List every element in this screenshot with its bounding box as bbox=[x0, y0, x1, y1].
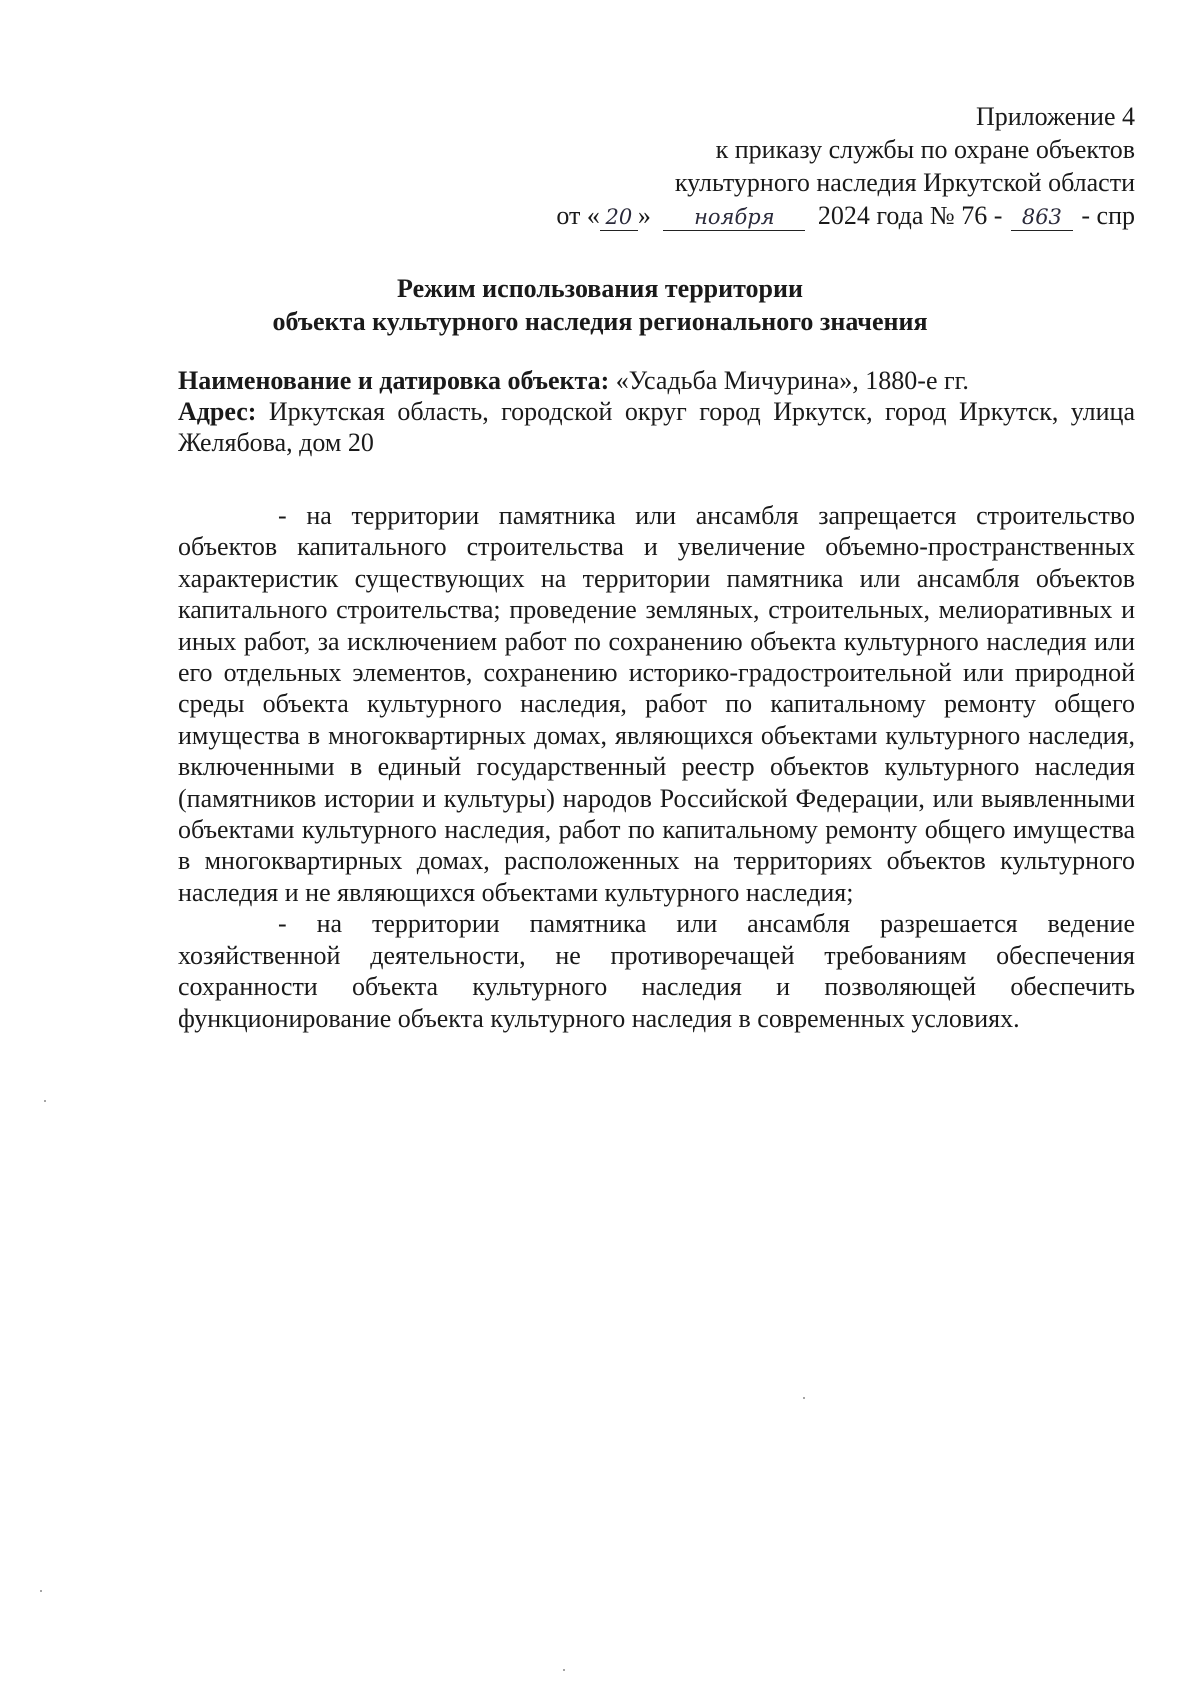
object-address-value: Иркутская область, городской округ город Иркутск, город Иркутск, улица Желябова, дом 20 bbox=[178, 397, 1136, 457]
object-address-label: Адрес: bbox=[178, 397, 257, 426]
object-name-value: «Усадьба Мичурина», 1880-е гг. bbox=[615, 366, 969, 395]
appendix-service-line: культурного наследия Иркутской области bbox=[674, 168, 1135, 197]
prohibition-paragraph: - на территории памятника или ансамбля запрещается строительство объектов капитального строительства и увеличение объемно-пространственных характеристик существующих на территории памятника или ансамбля объектов капитального строительства; проведение земляных, строительных, мелиоративных и иных работ, за исключением работ по сохранению объекта культурного наследия или его отдельных элементов, сохранению историко-градостроительной или природной среды объекта культурного наследия, работ по капитальному ремонту общего имущества в многоквартирных домах, являющихся объектами культурного наследия, включенными в единый государственный реестр объектов культурного наследия (памятников истории и культуры) народов Российской Федерации, или выявленными объектами культурного наследия, работ по капитальному ремонту общего имущества в многоквартирных домах, расположенных на территориях объектов культурного наследия и не являющихся объектами культурного наследия; bbox=[178, 501, 1135, 907]
handwritten-number: 863 bbox=[1011, 204, 1073, 231]
title-line-2: объекта культурного наследия регионального значения bbox=[272, 307, 928, 336]
object-name-label: Наименование и датировка объекта: bbox=[178, 366, 610, 395]
scan-speck bbox=[40, 1590, 42, 1592]
date-close-quote: » bbox=[637, 201, 651, 230]
scan-speck bbox=[803, 1397, 805, 1399]
appendix-header bbox=[556, 100, 1135, 232]
scan-speck bbox=[563, 1669, 565, 1671]
object-info bbox=[178, 365, 1135, 458]
appendix-order-line: к приказу службы по охране объектов bbox=[715, 135, 1135, 164]
object-name-row bbox=[178, 365, 1135, 396]
title-line-1: Режим использования территории bbox=[397, 274, 803, 303]
handwritten-day: 20 bbox=[600, 204, 638, 231]
number-suffix: - спр bbox=[1081, 201, 1135, 230]
appendix-date-line bbox=[556, 199, 1135, 232]
handwritten-month: ноября bbox=[663, 204, 805, 231]
year-and-number: 2024 года № 76 - bbox=[817, 201, 1003, 230]
scan-speck bbox=[44, 1100, 46, 1102]
regime-body bbox=[178, 500, 1135, 1034]
appendix-title: Приложение 4 bbox=[975, 102, 1135, 131]
permission-paragraph: - на территории памятника или ансамбля разрешается ведение хозяйственной деятельности, не противоречащей требованиям обеспечения сохранности объекта культурного наследия и позволяющей обеспечить функционирование объекта культурного наследия в современных условиях. bbox=[178, 909, 1135, 1033]
document-title bbox=[0, 272, 1200, 338]
date-prefix: от « bbox=[556, 201, 600, 230]
object-address-row bbox=[178, 396, 1135, 458]
